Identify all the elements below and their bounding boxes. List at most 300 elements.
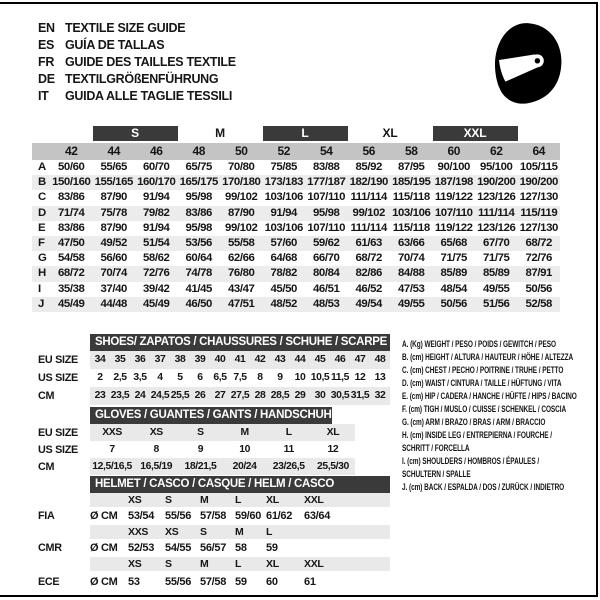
visor-pivot-dot bbox=[535, 58, 540, 63]
helmet-size-cell: S bbox=[165, 494, 172, 506]
shoes-value-cell: 46 bbox=[334, 354, 346, 365]
size-cell: 165/175 bbox=[179, 176, 218, 189]
row-label: D bbox=[38, 206, 46, 219]
shoes-value-cell: 10 bbox=[294, 372, 306, 383]
size-cell: 177/187 bbox=[307, 176, 346, 189]
helmet-size-cell: L bbox=[235, 558, 242, 570]
size-cell: 70/74 bbox=[397, 252, 425, 265]
size-cell: 68/72 bbox=[57, 267, 85, 280]
measurement-legend bbox=[402, 338, 577, 494]
language-code: ES bbox=[38, 37, 55, 52]
size-cell: 115/118 bbox=[392, 221, 430, 234]
size-cell: 111/114 bbox=[478, 206, 515, 219]
helmet-value-cell: 55/56 bbox=[165, 510, 192, 522]
legend-line: J. (cm) BACK / ESPALDA / DOS / ZURÜCK / INDIETRO bbox=[402, 482, 565, 492]
helmet-icon bbox=[487, 20, 567, 108]
size-cell: 46/50 bbox=[185, 297, 212, 310]
size-cell: 173/183 bbox=[264, 176, 303, 189]
helmet-table bbox=[90, 476, 390, 591]
gloves-cm-label: CM bbox=[38, 461, 55, 473]
language-row bbox=[38, 19, 236, 36]
measurement-row-i bbox=[32, 282, 560, 297]
shoes-value-cell: 41 bbox=[234, 354, 246, 365]
gloves-value-cell: 23/26,5 bbox=[272, 461, 305, 472]
shoes-value-cell: 23,5 bbox=[110, 390, 130, 401]
helmet-value-cell: 57/58 bbox=[200, 510, 227, 522]
size-header-cell: 62 bbox=[489, 144, 503, 158]
helmet-value-cell: 59 bbox=[266, 542, 278, 554]
size-header-cell: 64 bbox=[532, 144, 546, 158]
shoes-cm-label: CM bbox=[38, 390, 55, 402]
gloves-value-cell: L bbox=[285, 427, 292, 438]
legend-line: B. (cm) HEIGHT / ALTURA / HAUTEUR / HÖHE / ALTEZZA bbox=[402, 352, 574, 362]
shoes-value-cell: 32 bbox=[374, 390, 386, 401]
size-cell: 45/49 bbox=[142, 297, 170, 310]
size-cell: 75/85 bbox=[270, 161, 297, 173]
size-cell: 79/82 bbox=[142, 206, 170, 219]
shoes-value-cell: 7,5 bbox=[233, 372, 247, 383]
gloves-value-cell: XS bbox=[149, 427, 163, 438]
size-cell: 127/130 bbox=[519, 191, 558, 204]
spacer-cell bbox=[90, 525, 128, 539]
legend-line: G. (cm) ARM / BRAZO / BRAS / ARM / BRACCIO bbox=[402, 417, 546, 427]
shoes-row-eu-size bbox=[90, 351, 390, 369]
size-cell: 83/86 bbox=[57, 221, 85, 234]
gloves-value-cell: 9 bbox=[197, 444, 204, 455]
size-cell: 95/100 bbox=[480, 161, 513, 173]
size-cell: 123/126 bbox=[477, 191, 516, 204]
size-cell: 57/60 bbox=[270, 236, 297, 249]
helmet-value-cell: 52/53 bbox=[128, 542, 155, 554]
spacer-cell bbox=[90, 493, 128, 507]
size-cell: 64/68 bbox=[270, 252, 297, 265]
helmet-table-title: HELMET / CASCO / CASQUE / HELM / CASCO bbox=[90, 476, 390, 493]
gloves-value-cell: 11 bbox=[283, 444, 294, 455]
size-cell: 83/86 bbox=[185, 206, 212, 219]
gloves-table-rows bbox=[90, 424, 355, 475]
gloves-eu-size-label: EU SIZE bbox=[38, 427, 78, 439]
size-cell: 65/68 bbox=[440, 236, 467, 249]
size-cell: 50/60 bbox=[57, 161, 85, 173]
size-cell: 85/89 bbox=[482, 267, 510, 280]
language-title-list bbox=[38, 19, 236, 104]
size-cell: 90/100 bbox=[437, 161, 470, 173]
row-label: F bbox=[38, 236, 45, 249]
size-cell: 103/106 bbox=[264, 191, 303, 204]
size-header-cell: 54 bbox=[319, 144, 333, 158]
helmet-size-cell: XXL bbox=[304, 558, 324, 570]
size-group-s: S bbox=[93, 126, 178, 141]
size-cell: 48/53 bbox=[312, 297, 340, 310]
shoes-value-cell: 13 bbox=[374, 372, 386, 383]
legend-line: H. (cm) INSIDE LEG / ENTREPIERNA / FOURCHE / bbox=[402, 430, 552, 440]
helmet-size-cell: M bbox=[235, 526, 244, 538]
gloves-value-cell: 20/24 bbox=[232, 461, 257, 472]
helmet-value-cell: 63/64 bbox=[304, 510, 331, 522]
legend-line: D. (cm) WAIST / CINTURA / TAILLE / HÜFTUNG / VITA bbox=[402, 378, 562, 388]
size-cell: 47/53 bbox=[397, 282, 425, 295]
helmet-size-cell: XXL bbox=[304, 494, 324, 506]
corner-cell bbox=[32, 143, 50, 160]
legend-line: SCHULTERN / SPALLE bbox=[402, 469, 471, 479]
helmet-size-cell: M bbox=[200, 558, 209, 570]
helmet-value-cell: 53/54 bbox=[128, 510, 155, 522]
size-cell: 123/126 bbox=[477, 221, 516, 234]
measurement-row-g bbox=[32, 251, 560, 266]
shoes-value-cell: 4 bbox=[157, 372, 163, 383]
size-cell: 48/54 bbox=[440, 282, 467, 295]
size-header-cell: 42 bbox=[64, 144, 78, 158]
shoes-value-cell: 11,5 bbox=[330, 372, 350, 383]
size-cell: 51/56 bbox=[482, 297, 510, 310]
size-cell: 182/190 bbox=[349, 176, 388, 189]
shoes-table-title: SHOES/ ZAPATOS / CHAUSSURES / SCHUHE / SCARPE bbox=[90, 334, 390, 351]
size-cell: 49/52 bbox=[100, 236, 127, 249]
helmet-size-row-fia bbox=[90, 493, 390, 507]
gloves-value-cell: 12 bbox=[327, 444, 339, 455]
legend-line: F. (cm) TIGH / MUSLO / CUISSE / SCHENKEL / COSCIA bbox=[402, 404, 567, 414]
size-cell: 80/84 bbox=[312, 267, 340, 280]
size-cell: 185/195 bbox=[392, 176, 431, 189]
helmet-size-cell: M bbox=[200, 494, 209, 506]
gloves-value-cell: 8 bbox=[153, 444, 159, 455]
size-cell: 87/95 bbox=[397, 161, 425, 173]
size-cell: 87/90 bbox=[100, 191, 127, 204]
size-cell: 95/98 bbox=[185, 221, 212, 234]
size-cell: 99/102 bbox=[352, 206, 385, 219]
size-cell: 71/74 bbox=[57, 206, 85, 219]
size-cell: 75/78 bbox=[100, 206, 127, 219]
size-cell: 115/119 bbox=[520, 206, 558, 219]
size-cell: 95/98 bbox=[185, 191, 212, 204]
size-cell: 111/114 bbox=[350, 191, 387, 204]
size-cell: 72/76 bbox=[525, 252, 552, 265]
size-group-l: L bbox=[263, 126, 348, 141]
size-cell: 56/60 bbox=[100, 252, 127, 265]
size-cell: 155/165 bbox=[94, 176, 133, 189]
size-cell: 37/40 bbox=[100, 282, 127, 295]
row-label: J bbox=[38, 297, 44, 310]
size-cell: 60/70 bbox=[142, 161, 170, 173]
shoes-value-cell: 26 bbox=[194, 390, 206, 401]
size-cell: 99/102 bbox=[225, 191, 258, 204]
shoes-value-cell: 28 bbox=[254, 390, 266, 401]
size-cell: 78/82 bbox=[270, 267, 297, 280]
size-cell: 66/70 bbox=[312, 252, 340, 265]
helmet-value-cell: 55/56 bbox=[165, 576, 192, 588]
shoes-table bbox=[90, 334, 390, 405]
size-cell: 74/78 bbox=[185, 267, 212, 280]
textile-size-table bbox=[32, 126, 560, 312]
gloves-row-cm bbox=[90, 458, 355, 475]
measurement-row-j bbox=[32, 297, 560, 312]
legend-line: C. (cm) CHEST / PECHO / POITRINE / TRUHE / PETTO bbox=[402, 365, 564, 375]
shoes-value-cell: 5 bbox=[177, 372, 183, 383]
size-cell: 59/62 bbox=[312, 236, 340, 249]
size-cell: 55/58 bbox=[227, 236, 255, 249]
legend-line: E. (cm) HIP / CADERA / HANCHE / HÜFTE / HIPS / BACINO bbox=[402, 391, 577, 401]
guide-title: GUIDE DES TAILLES TEXTILE bbox=[65, 54, 236, 69]
diameter-unit-label: Ø CM bbox=[90, 542, 118, 554]
size-cell: 65/75 bbox=[185, 161, 212, 173]
size-cell: 111/114 bbox=[350, 221, 387, 234]
gloves-value-cell: S bbox=[197, 427, 204, 438]
size-group-xl: XL bbox=[382, 126, 398, 140]
size-cell: 68/72 bbox=[355, 252, 382, 265]
shoes-value-cell: 47 bbox=[354, 354, 366, 365]
size-cell: 70/74 bbox=[100, 267, 127, 280]
helmet-value-cell: 54/55 bbox=[165, 542, 192, 554]
size-cell: 107/110 bbox=[307, 191, 346, 204]
size-cell: 119/122 bbox=[434, 191, 473, 204]
shoes-value-cell: 30,5 bbox=[330, 390, 350, 401]
size-cell: 46/52 bbox=[355, 282, 382, 295]
size-group-m: M bbox=[215, 126, 225, 140]
shoes-row-us-size bbox=[90, 369, 390, 387]
size-cell: 50/56 bbox=[440, 297, 467, 310]
shoes-value-cell: 44 bbox=[294, 354, 306, 365]
size-cell: 43/47 bbox=[227, 282, 255, 295]
shoes-value-cell: 48 bbox=[374, 354, 386, 365]
helmet-size-cell: L bbox=[235, 494, 242, 506]
gloves-value-cell: XXS bbox=[102, 427, 122, 438]
helmet-table-rows bbox=[90, 493, 390, 591]
size-cell: 67/70 bbox=[482, 236, 510, 249]
helmet-value-cell: 61/62 bbox=[266, 510, 293, 522]
size-cell: 150/160 bbox=[52, 176, 91, 189]
gloves-table bbox=[90, 407, 390, 475]
size-cell: 85/89 bbox=[440, 267, 467, 280]
shoes-value-cell: 40 bbox=[214, 354, 226, 365]
size-cell: 103/106 bbox=[392, 206, 431, 219]
size-cell: 49/55 bbox=[482, 282, 510, 295]
shoes-value-cell: 37 bbox=[154, 354, 166, 365]
language-code: FR bbox=[38, 54, 55, 69]
diameter-unit-label: Ø CM bbox=[90, 510, 118, 522]
diameter-unit-label: Ø CM bbox=[90, 576, 118, 588]
shoes-value-cell: 45 bbox=[314, 354, 326, 365]
language-row bbox=[38, 87, 236, 104]
shoes-value-cell: 38 bbox=[174, 354, 186, 365]
gloves-value-cell: M bbox=[240, 427, 249, 438]
size-cell: 49/54 bbox=[355, 297, 382, 310]
size-cell: 91/94 bbox=[142, 191, 170, 204]
measurement-row-f bbox=[32, 236, 560, 251]
gloves-row-eu-size bbox=[90, 424, 355, 441]
row-label: G bbox=[38, 252, 47, 265]
helmet-value-cell: 61 bbox=[304, 576, 316, 588]
language-code: DE bbox=[38, 71, 55, 86]
size-header-cell: 52 bbox=[277, 144, 291, 158]
size-cell: 58/62 bbox=[142, 252, 170, 265]
gloves-value-cell: 12,5/16,5 bbox=[92, 461, 132, 472]
gloves-value-cell: 16,5/19 bbox=[140, 461, 173, 472]
shoes-value-cell: 28,5 bbox=[270, 390, 290, 401]
spacer-cell bbox=[90, 557, 128, 571]
shoes-table-rows bbox=[90, 351, 390, 405]
language-row bbox=[38, 36, 236, 53]
helmet-size-cell: S bbox=[165, 558, 172, 570]
size-cell: 35/38 bbox=[57, 282, 85, 295]
helmet-cmr-label: CMR bbox=[38, 542, 62, 554]
size-cell: 60/64 bbox=[185, 252, 212, 265]
size-cell: 85/92 bbox=[355, 161, 382, 173]
measurement-row-c bbox=[32, 190, 560, 205]
size-cell: 47/51 bbox=[227, 297, 255, 310]
helmet-value-cell: 57/58 bbox=[200, 576, 227, 588]
shoes-value-cell: 29 bbox=[294, 390, 306, 401]
size-cell: 61/63 bbox=[355, 236, 382, 249]
size-header-cell: 60 bbox=[447, 144, 461, 158]
size-cell: 45/50 bbox=[270, 282, 297, 295]
helmet-value-cell: 56/57 bbox=[200, 542, 227, 554]
size-cell: 87/90 bbox=[227, 206, 255, 219]
shoes-value-cell: 34 bbox=[94, 354, 106, 365]
size-cell: 45/49 bbox=[57, 297, 85, 310]
size-cell: 84/88 bbox=[397, 267, 425, 280]
shoes-value-cell: 23 bbox=[94, 390, 106, 401]
shoes-value-cell: 8 bbox=[257, 372, 263, 383]
size-cell: 160/170 bbox=[137, 176, 176, 189]
guide-title: TEXTILGRÖßENFÜHRUNG bbox=[65, 71, 219, 86]
size-cell: 83/86 bbox=[57, 191, 85, 204]
row-label: A bbox=[38, 161, 46, 173]
helmet-size-cell: XS bbox=[128, 558, 142, 570]
size-cell: 52/58 bbox=[525, 297, 552, 310]
shoes-value-cell: 12 bbox=[354, 372, 366, 383]
size-cell: 76/80 bbox=[227, 267, 255, 280]
size-cell: 107/110 bbox=[434, 206, 473, 219]
shoes-value-cell: 10,5 bbox=[310, 372, 330, 383]
size-cell: 119/122 bbox=[434, 221, 473, 234]
size-cell: 50/56 bbox=[525, 282, 552, 295]
shoes-value-cell: 9 bbox=[277, 372, 283, 383]
size-header-cell: 50 bbox=[234, 144, 248, 158]
row-label: E bbox=[38, 221, 46, 234]
row-label: H bbox=[38, 267, 46, 280]
size-cell: 55/65 bbox=[100, 161, 127, 173]
size-cell: 105/115 bbox=[519, 161, 558, 173]
shoes-row-cm bbox=[90, 387, 390, 405]
shoes-value-cell: 24 bbox=[134, 390, 146, 401]
helmet-size-cell: XL bbox=[266, 494, 279, 506]
size-cell: 49/55 bbox=[397, 297, 425, 310]
shoes-value-cell: 31,5 bbox=[350, 390, 370, 401]
size-cell: 190/200 bbox=[477, 176, 516, 189]
row-label: C bbox=[38, 191, 46, 204]
size-cell: 107/110 bbox=[307, 221, 346, 234]
size-cell: 48/52 bbox=[270, 297, 297, 310]
helmet-size-cell: L bbox=[266, 526, 273, 538]
size-cell: 41/45 bbox=[185, 282, 212, 295]
measurement-row-d bbox=[32, 206, 560, 221]
row-label: B bbox=[38, 176, 46, 189]
size-cell: 190/200 bbox=[519, 176, 558, 189]
size-cell: 87/90 bbox=[100, 221, 127, 234]
size-cell: 62/66 bbox=[227, 252, 255, 265]
shoes-value-cell: 27,5 bbox=[230, 390, 250, 401]
size-cell: 170/180 bbox=[222, 176, 261, 189]
measurement-row-h bbox=[32, 266, 560, 281]
size-cell: 115/118 bbox=[392, 191, 430, 204]
guide-title: GUIDA ALLE TAGLIE TESSILI bbox=[65, 88, 233, 103]
helmet-size-cell: XS bbox=[128, 494, 142, 506]
size-cell: 47/50 bbox=[57, 236, 85, 249]
size-cell: 39/42 bbox=[142, 282, 170, 295]
size-group-xxl: XXL bbox=[433, 126, 518, 141]
measurement-row-a bbox=[32, 160, 560, 175]
shoes-value-cell: 2,5 bbox=[113, 372, 127, 383]
size-header-cell: 44 bbox=[107, 144, 121, 158]
helmet-ece-label: ECE bbox=[38, 576, 60, 588]
helmet-value-cell: 53 bbox=[128, 576, 140, 588]
legend-line: A. (Kg) WEIGHT / PESO / POIDS / GEWITCH / PESO bbox=[402, 339, 557, 349]
size-cell: 63/66 bbox=[397, 236, 425, 249]
size-cell: 99/102 bbox=[225, 221, 258, 234]
size-cell: 54/58 bbox=[57, 252, 85, 265]
size-cell: 44/48 bbox=[100, 297, 127, 310]
guide-title: TEXTILE SIZE GUIDE bbox=[65, 20, 186, 35]
helmet-value-row-cmr bbox=[90, 539, 390, 557]
shoes-value-cell: 36 bbox=[134, 354, 146, 365]
gloves-value-cell: XL bbox=[326, 427, 340, 438]
guide-title: GUÍA DE TALLAS bbox=[65, 37, 165, 52]
size-cell: 91/94 bbox=[142, 221, 170, 234]
helmet-value-cell: 59/60 bbox=[235, 510, 262, 522]
size-cell: 46/51 bbox=[312, 282, 340, 295]
shoes-value-cell: 43 bbox=[274, 354, 286, 365]
helmet-value-row-ece bbox=[90, 571, 390, 591]
shoes-value-cell: 39 bbox=[194, 354, 206, 365]
size-cell: 187/198 bbox=[434, 176, 473, 189]
size-cell: 103/106 bbox=[264, 221, 303, 234]
shoes-value-cell: 2 bbox=[97, 372, 103, 383]
size-cell: 53/56 bbox=[185, 236, 212, 249]
size-header-cell: 58 bbox=[404, 144, 418, 158]
shoes-eu-size-label: EU SIZE bbox=[38, 354, 78, 366]
size-cell: 82/86 bbox=[355, 267, 382, 280]
size-cell: 72/76 bbox=[142, 267, 170, 280]
size-cell: 70/80 bbox=[227, 161, 255, 173]
gloves-value-cell: 7 bbox=[109, 444, 115, 455]
size-cell: 71/75 bbox=[482, 252, 510, 265]
helmet-value-cell: 58 bbox=[235, 542, 247, 554]
size-cell: 71/75 bbox=[440, 252, 467, 265]
language-code: EN bbox=[38, 20, 55, 35]
language-row bbox=[38, 70, 236, 87]
shoes-value-cell: 27 bbox=[214, 390, 226, 401]
helmet-size-cell: XL bbox=[266, 558, 279, 570]
legend-line: SCHRITT / FORCELLA bbox=[402, 443, 470, 453]
measurement-row-b bbox=[32, 175, 560, 190]
shoes-value-cell: 24,5 bbox=[150, 390, 170, 401]
language-code: IT bbox=[38, 88, 49, 103]
gloves-table-title: GLOVES / GUANTES / GANTS / HANDSCHUHE / GUANTI bbox=[90, 407, 332, 424]
shoes-value-cell: 35 bbox=[114, 354, 126, 365]
helmet-fia-label: FIA bbox=[38, 510, 55, 522]
helmet-size-cell: XXS bbox=[128, 526, 149, 538]
shoes-value-cell: 3,5 bbox=[133, 372, 147, 383]
size-cell: 51/54 bbox=[142, 236, 170, 249]
language-row bbox=[38, 53, 236, 70]
size-cell: 83/88 bbox=[312, 161, 340, 173]
size-cell: 95/98 bbox=[312, 206, 340, 219]
legend-line: I. (cm) SHOULDERS / HOMBROS / ÉPAULES / bbox=[402, 456, 540, 466]
gloves-value-cell: 18/21,5 bbox=[184, 461, 217, 472]
shoes-value-cell: 30 bbox=[314, 390, 326, 401]
gloves-row-us-size bbox=[90, 441, 355, 458]
shoes-us-size-label: US SIZE bbox=[38, 372, 78, 384]
